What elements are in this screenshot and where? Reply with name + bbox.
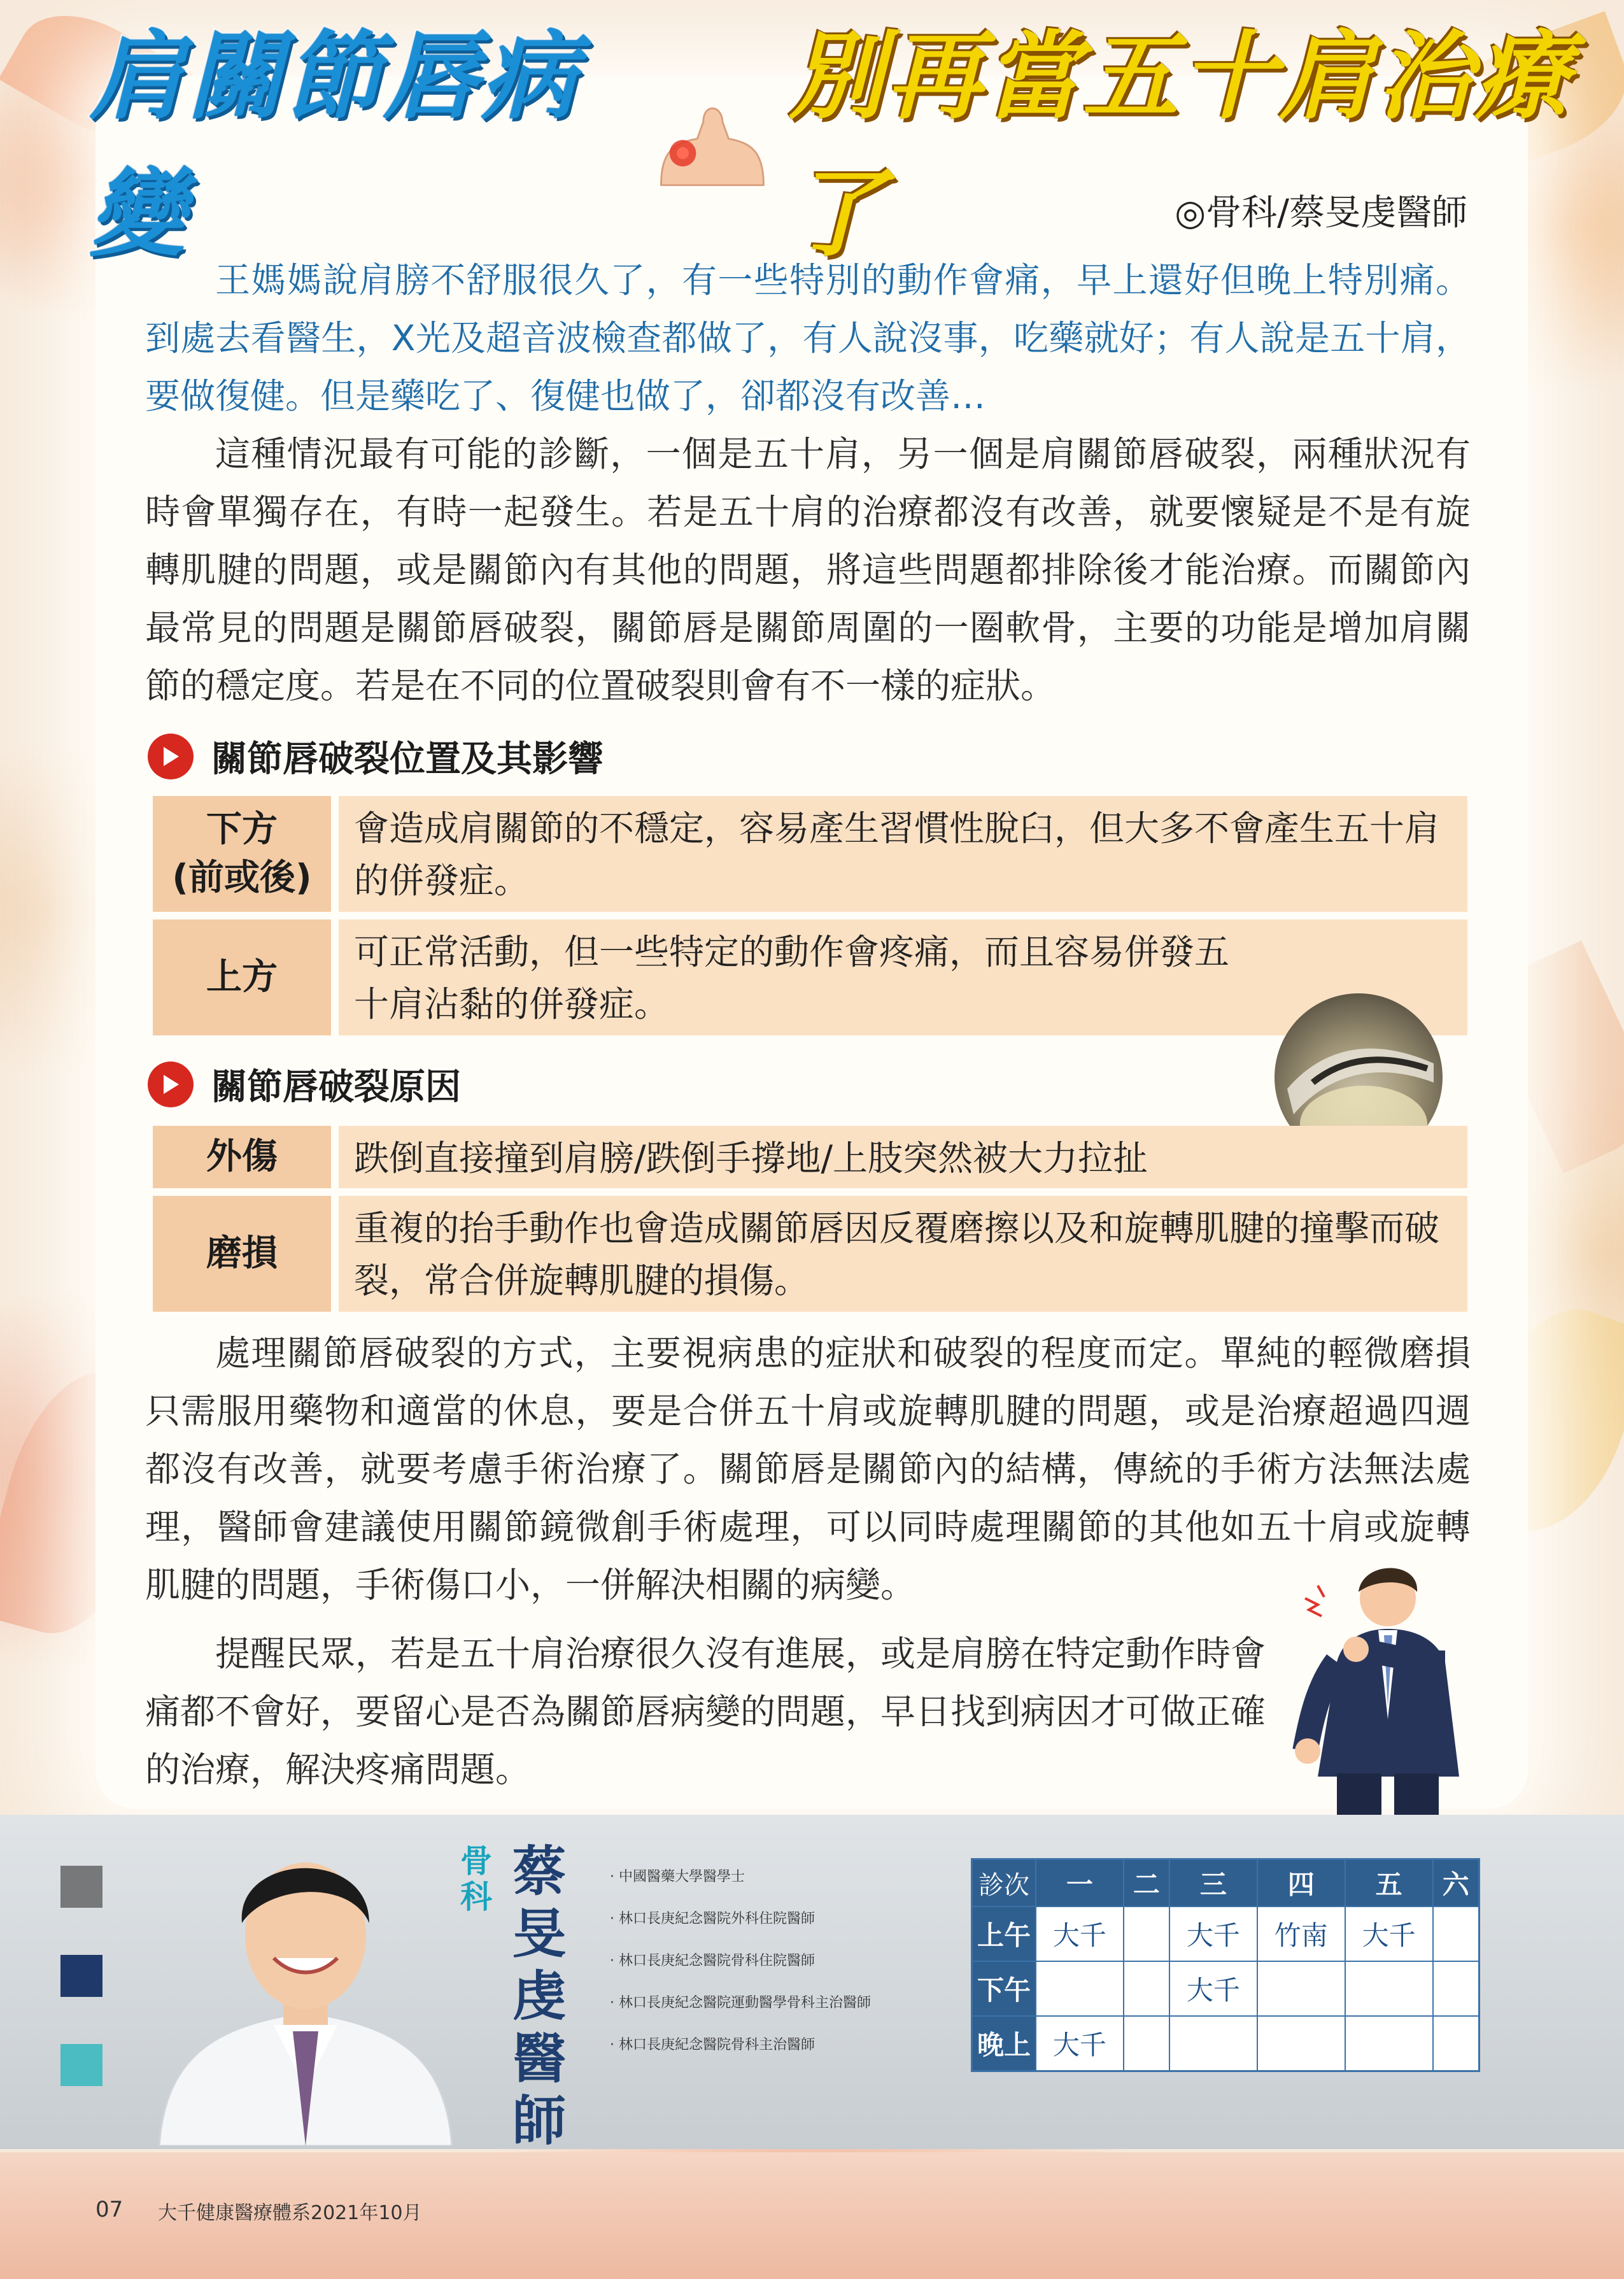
schedule-row	[972, 2016, 1479, 2071]
navy-square-decoration	[60, 1955, 102, 1997]
row-label: 磨損	[153, 1196, 331, 1312]
doctor-credentials	[610, 1866, 871, 2076]
schedule-day: 三	[1169, 1859, 1257, 1907]
byline: ◎骨科/蔡旻虔醫師	[1175, 192, 1467, 234]
shoulder-icon	[655, 83, 770, 191]
table-row	[153, 796, 1467, 912]
schedule-cell: 竹南	[1257, 1906, 1345, 1961]
schedule-cell	[1345, 2016, 1433, 2071]
doctor-name: 蔡旻虔醫師	[512, 1840, 566, 2152]
play-bullet-icon	[148, 1061, 194, 1107]
publication-info: 大千健康醫療體系2021年10月	[158, 2202, 422, 2224]
schedule-cell	[1036, 1961, 1124, 2016]
schedule-cell: 大千	[1036, 1906, 1124, 1961]
credential-item: · 林口長庚紀念醫院外科住院醫師	[610, 1908, 871, 1950]
schedule-header-row	[972, 1859, 1479, 1907]
title-part-1: 肩關節唇病變	[89, 22, 580, 270]
row-label: 下方 (前或後)	[153, 796, 331, 912]
credential-item: · 林口長庚紀念醫院骨科住院醫師	[610, 1950, 871, 1992]
schedule-cell: 大千	[1169, 1906, 1257, 1961]
schedule-session: 上午	[972, 1906, 1036, 1961]
schedule-corner: 診次	[972, 1859, 1036, 1907]
man-shoulder-pain-illustration	[1292, 1560, 1477, 1815]
schedule-cell	[1124, 2016, 1169, 2071]
schedule-cell	[1124, 1906, 1169, 1961]
row-label: 上方	[153, 919, 331, 1035]
schedule-row	[972, 1961, 1479, 2016]
schedule-session: 下午	[972, 1961, 1036, 2016]
schedule-session: 晚上	[972, 2016, 1036, 2071]
row-text: 可正常活動，但一些特定的動作會疼痛，而且容易併發五十肩沾黏的併發症。	[339, 919, 1467, 1035]
page-number: 07	[95, 2197, 124, 2222]
row-label: 外傷	[153, 1126, 331, 1188]
clinic-schedule-table	[971, 1858, 1480, 2072]
schedule-cell: 大千	[1169, 1961, 1257, 2016]
location-table	[153, 796, 1467, 1043]
schedule-row	[972, 1906, 1479, 1961]
table-row	[153, 1196, 1467, 1312]
causes-table	[153, 1126, 1467, 1319]
schedule-cell	[1433, 1906, 1479, 1961]
credential-item: · 林口長庚紀念醫院骨科主治醫師	[610, 2034, 871, 2076]
schedule-cell: 大千	[1345, 1906, 1433, 1961]
table-row	[153, 919, 1467, 1035]
schedule-day: 四	[1257, 1859, 1345, 1907]
schedule-cell	[1433, 2016, 1479, 2071]
schedule-day: 五	[1345, 1859, 1433, 1907]
credential-item: · 中國醫藥大學醫學士	[610, 1866, 871, 1908]
row-text: 跌倒直接撞到肩膀/跌倒手撐地/上肢突然被大力拉扯	[339, 1126, 1467, 1188]
section-heading-causes	[148, 1059, 461, 1110]
doctor-department: 骨科	[460, 1843, 492, 1915]
credential-item: · 林口長庚紀念醫院運動醫學骨科主治醫師	[610, 1992, 871, 2034]
section-heading-text: 關節唇破裂原因	[211, 1067, 461, 1108]
schedule-cell	[1257, 1961, 1345, 2016]
schedule-cell	[1124, 1961, 1169, 2016]
row-text: 會造成肩關節的不穩定，容易產生習慣性脫臼，但大多不會產生五十肩的併發症。	[339, 796, 1467, 912]
table-row	[153, 1126, 1467, 1188]
teal-square-decoration	[60, 2044, 102, 2086]
schedule-day: 二	[1124, 1859, 1169, 1907]
schedule-day: 六	[1433, 1859, 1479, 1907]
paragraph-reminder: 提醒民眾，若是五十肩治療很久沒有進展，或是肩膀在特定動作時會痛都不會好，要留心是否為關節唇病變的問題，早日找到病因才可做正確的治療，解決疼痛問題。	[145, 1633, 1266, 1790]
paragraph-treatment: 處理關節唇破裂的方式，主要視病患的症狀和破裂的程度而定。單純的輕微磨損只需服用藥物和適當的休息，要是合併五十肩或旋轉肌腱的問題，或是治療超過四週都沒有改善，就要考慮手術治療了。關節唇是關節內的結構，傳統的手術方法無法處理，醫師會建議使用關節鏡微創手術處理，可以同時處理關節的其他如五十肩或旋轉肌腱的問題，手術傷口小，一併解決相關的病變。	[145, 1333, 1471, 1605]
section-heading-text: 關節唇破裂位置及其影響	[211, 739, 604, 780]
schedule-cell	[1257, 2016, 1345, 2071]
schedule-cell: 大千	[1036, 2016, 1124, 2071]
schedule-day: 一	[1036, 1859, 1124, 1907]
row-text: 重複的抬手動作也會造成關節唇因反覆磨擦以及和旋轉肌腱的撞擊而破裂，常合併旋轉肌腱的損傷。	[339, 1196, 1467, 1312]
intro-paragraph: 王媽媽說肩膀不舒服很久了，有一些特別的動作會痛，早上還好但晚上特別痛。到處去看醫生，X光及超音波檢查都做了，有人說沒事，吃藥就好；有人說是五十肩，要做復健。但是藥吃了、復健也做了，卻都沒有改善…	[145, 260, 1471, 416]
paragraph-diagnosis: 這種情況最有可能的診斷，一個是五十肩，另一個是肩關節唇破裂，兩種狀況有時會單獨存在，有時一起發生。若是五十肩的治療都沒有改善，就要懷疑是不是有旋轉肌腱的問題，或是關節內有其他的問題，將這些問題都排除後才能治療。而關節內最常見的問題是關節唇破裂，關節唇是關節周圍的一圈軟骨，主要的功能是增加肩關節的穩定度。若是在不同的位置破裂則會有不一樣的症狀。	[145, 434, 1471, 706]
schedule-cell	[1433, 1961, 1479, 2016]
section-heading-location	[148, 731, 604, 782]
schedule-cell	[1345, 1961, 1433, 2016]
title-part-2: 別再當五十肩治療了	[788, 22, 1573, 270]
schedule-cell	[1169, 2016, 1257, 2071]
gray-square-decoration	[60, 1866, 102, 1908]
play-bullet-icon	[148, 734, 194, 779]
doctor-photo	[146, 1821, 465, 2146]
